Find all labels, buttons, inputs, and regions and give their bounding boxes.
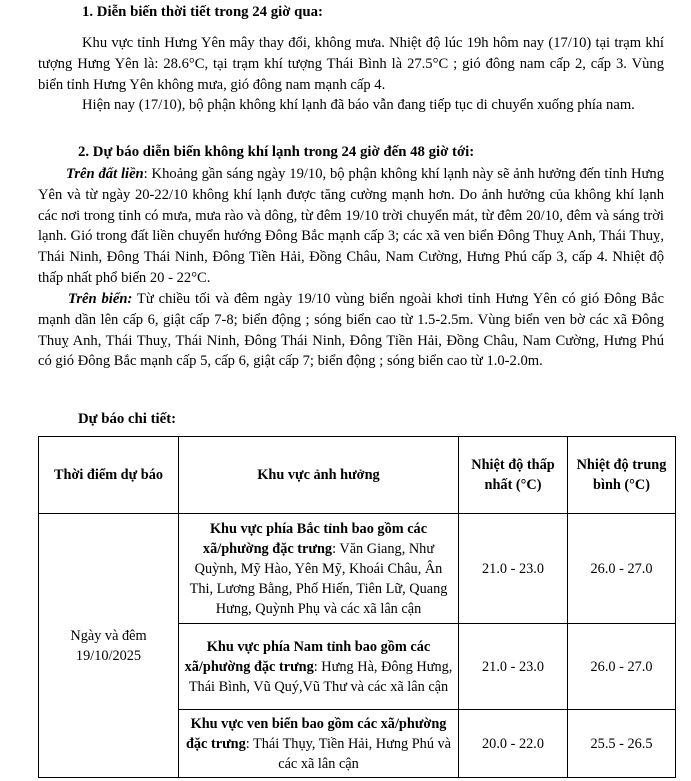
- col-header-min-temp: Nhiệt độ thấp nhất (°C): [459, 437, 568, 514]
- sea-forecast-paragraph: [38, 289, 664, 372]
- region-list: : Văn Giang, Như Quỳnh, Mỹ Hào, Yên Mỹ, Khoái Châu, Ân Thi, Lương Bằng, Phố Hiến, Tiên Lữ, Quang Hưng, Quỳnh Phụ và các xã lân cận: [189, 540, 448, 617]
- forecast-table: [38, 436, 676, 778]
- table-row: [39, 514, 676, 624]
- col-header-region: Khu vực ảnh hưởng: [179, 437, 459, 514]
- region-title: Khu vực ven biển bao gồm các xã/phường đặc trưng: [185, 715, 447, 752]
- weather-past-paragraph: Khu vực tỉnh Hưng Yên mây thay đổi, không mưa. Nhiệt độ lúc 19h hôm nay (17/10) tại trạm khí tượng Hưng Yên là: 28.6°C, tại trạm khí tượng Thái Bình là 27.5°C ; gió đông nam cấp 2, cấp 3. Vùng biển tỉnh Hưng Yên không mưa, gió đông nam mạnh cấp 4.: [38, 35, 664, 93]
- land-text: : Khoảng gần sáng ngày 19/10, bộ phận không khí lạnh này sẽ ảnh hưởng đến tỉnh Hưng Yên và từ ngày 20-22/10 không khí lạnh được tăng cường mạnh hơn. Do ảnh hưởng của không khí lạnh các nơi trong tỉnh có mưa, mưa rào và dông, từ đêm 19/10 trời chuyển mát, từ đêm 20/10, đêm và sáng trời lạnh. Gió trong đất liền chuyển hướng Đông Bắc mạnh cấp 3; các xã ven biển Đông Thuỵ Anh, Thái Thuỵ, Thái Ninh, Đông Thái Ninh, Đông Tiền Hải, Đồng Châu, Nam Cường, Hưng Phú cấp 3, cấp 4. Nhiệt độ thấp nhất phổ biến 20 - 22°C.: [38, 166, 665, 286]
- avg-temp-cell: 26.0 - 27.0: [568, 624, 676, 710]
- region-list: : Hưng Hà, Đông Hưng, Thái Bình, Vũ Quý,Vũ Thư và các xã lân cận: [188, 658, 453, 695]
- section1-heading: 1. Diễn biến thời tiết trong 24 giờ qua:: [82, 4, 323, 20]
- sea-text: Từ chiều tối và đêm ngày 19/10 vùng biển ngoài khơi tỉnh Hưng Yên có gió Đông Bắc mạnh dần lên cấp 6, giật cấp 7-8; biển động ; sóng biển cao từ 1.5-2.5m. Vùng biển ven bờ các xã Đông Thuỵ Anh, Thái Thuỵ, Thái Ninh, Đông Thái Ninh, Đông Tiền Hải, Đồng Châu, Nam Cường, Hưng Phú có gió Đông Bắc mạnh cấp 5, cấp 6, giật cấp 7; biển động ; sóng biển cao từ 1.0-2.0m.: [38, 291, 664, 370]
- region-cell: [179, 514, 459, 624]
- cold-air-status-paragraph: Hiện nay (17/10), bộ phận không khí lạnh đã báo vẫn đang tiếp tục di chuyển xuống phía nam.: [82, 97, 635, 113]
- min-temp-cell: 20.0 - 22.0: [459, 710, 568, 778]
- min-temp-cell: 21.0 - 23.0: [459, 514, 568, 624]
- region-title: Khu vực phía Bắc tỉnh bao gồm các xã/phường đặc trưng: [202, 520, 428, 557]
- forecast-time-cell: Ngày và đêm 19/10/2025: [39, 514, 179, 778]
- region-title: Khu vực phía Nam tỉnh bao gồm các xã/phường đặc trưng: [184, 638, 431, 675]
- sea-lead: Trên biển:: [68, 291, 133, 307]
- min-temp-cell: 21.0 - 23.0: [459, 624, 568, 710]
- table-header-row: [39, 437, 676, 514]
- avg-temp-cell: 26.0 - 27.0: [568, 514, 676, 624]
- col-header-avg-temp: Nhiệt độ trung bình (°C): [568, 437, 676, 514]
- avg-temp-cell: 25.5 - 26.5: [568, 710, 676, 778]
- section2-heading: 2. Dự báo diễn biến không khí lạnh trong 24 giờ đến 48 giờ tới:: [78, 144, 475, 160]
- region-list: : Thái Thụy, Tiền Hải, Hưng Phú và các xã lân cận: [245, 735, 452, 772]
- detail-heading: Dự báo chi tiết:: [78, 411, 177, 427]
- land-lead: Trên đất liền: [66, 166, 144, 182]
- region-cell: [179, 624, 459, 710]
- land-forecast-paragraph: [38, 164, 664, 289]
- region-cell: [179, 710, 459, 778]
- col-header-time: Thời điểm dự báo: [39, 437, 179, 514]
